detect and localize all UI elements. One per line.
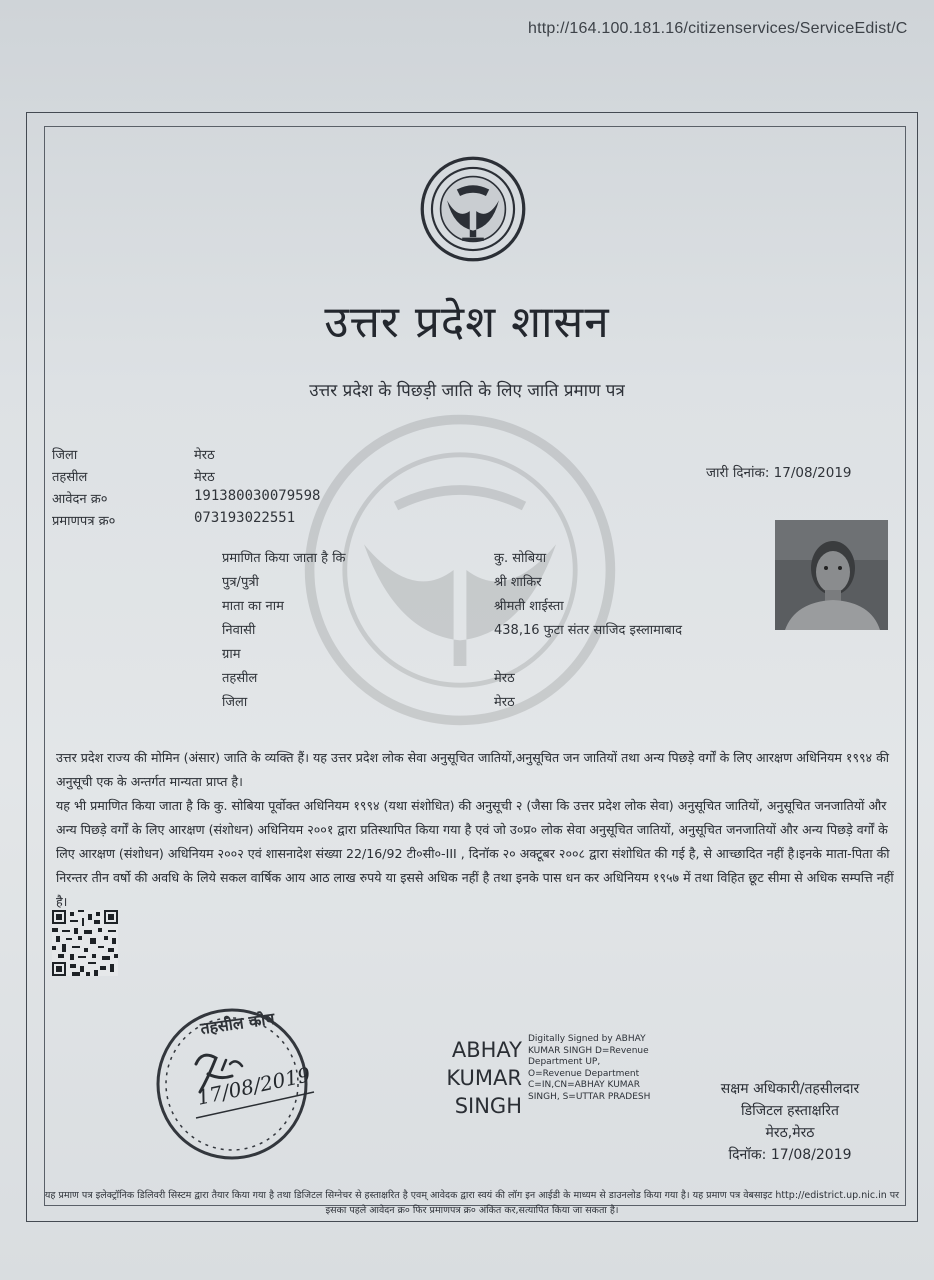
detail-value: श्रीमती शाईस्ता: [494, 599, 564, 614]
signature-detail-line: KUMAR SINGH D=Revenue: [528, 1045, 649, 1056]
footer-note: यह प्रमाण पत्र इलेक्ट्रॉनिक डिलिवरी सिस्टम द्वारा तैयार किया गया है तथा डिजिटल सिग्नेचर से हस्ताक्षरित है एवम् आवेदक द्वारा स्वयं की लॉग इन आईडी के माध्यम से डाउनलोड किया गया है। यह प्रमाण पत्र वेबसाइट http://edistrict.up.nic.in पर इसका पहले आवेदन क्र० फिर प्रमाणपत्र क्र० अंकित कर,सत्यापित किया जा सकता है।: [44, 1190, 900, 1216]
signer-name-line: KUMAR: [446, 1066, 522, 1090]
signature-detail-line: C=IN,CN=ABHAY KUMAR: [528, 1080, 640, 1090]
handwritten-date: 17/08/2019: [194, 1062, 313, 1110]
watermark-emblem: [300, 410, 620, 730]
officer-block: [690, 1078, 890, 1166]
signature-detail-line: O=Revenue Department: [528, 1068, 640, 1079]
up-government-emblem-icon: [419, 155, 527, 263]
detail-value: मेरठ: [494, 671, 515, 686]
officer-place: मेरठ,मेरठ: [765, 1125, 815, 1141]
signature-detail-line: SINGH, S=UTTAR PRADESH: [528, 1091, 651, 1102]
caste-statement: उत्तर प्रदेश राज्य की मोमिन (अंसार) जाति के व्यक्ति हैं। यह उत्तर प्रदेश लोक सेवा अनुसूचित जातियों,अनुसूचित जन जातियों तथा अन्य पिछड़े वर्गों के लिए आरक्षण अधिनियम १९९४ की अनुसूची एक के अन्तर्गत मान्यता प्राप्त है।: [56, 750, 890, 789]
page-subtitle: उत्तर प्रदेश के पिछड़ी जाति के लिए जाति प्रमाण पत्र: [309, 381, 625, 401]
application-no-value: 191380030079598: [194, 488, 321, 504]
detail-value: कु. सोबिया: [494, 551, 547, 566]
tehsil-label: तहसील: [52, 470, 88, 485]
signer-name-line: SINGH: [454, 1094, 522, 1118]
district-value: मेरठ: [194, 448, 215, 463]
detail-label: माता का नाम: [222, 599, 284, 614]
officer-signed: डिजिटल हस्ताक्षरित: [741, 1103, 839, 1119]
certificate-no-value: 073193022551: [194, 510, 296, 526]
browser-url: http://164.100.181.16/citizenservices/ServiceEdist/C: [528, 20, 908, 37]
seal-text: तहसील कोष: [199, 1008, 276, 1039]
signature-detail-line: Department UP,: [528, 1057, 601, 1067]
officer-date: दिनॉक: 17/08/2019: [728, 1147, 852, 1163]
applicant-photo: [775, 520, 888, 630]
certificate-no-label: प्रमाणपत्र क्र०: [52, 514, 116, 529]
eligibility-statement: यह भी प्रमाणित किया जाता है कि कु. सोबिया पूर्वोक्त अधिनियम १९९४ (यथा संशोधित) की अनुसूची २ (जैसा कि उत्तर प्रदेश लोक सेवा) अनुसूचित जातियों, अनुसूचित जनजातियों और अन्य पिछड़े वर्गों के लिए आरक्षण (संशोधन) अधिनियम २००१ द्वारा प्रतिस्थापित किया गया है एवं जो उ०प्र० लोक सेवा अनुसूचित जातियों, अनुसूचित जनजातियों और अन्य पिछड़े वर्गों के लिए आरक्षण (संशोधन) अधिनियम २००२ एवं शासनादेश संख्या 22/16/92 टी०सी०-III , दिनॉक २० अक्टूबर २००८ द्वारा संशोधित की गई है, से आच्छादित नहीं है।इनके माता-पिता की निरन्तर तीन वर्षो की अवधि के लिये सकल वार्षिक आय आठ लाख रुपये या इससे अधिक नहीं है तथा इनके पास धन कर अधिनियम १९५७ में तथा विहित छूट सीमा से अधिक सम्पत्ति नहीं है।: [56, 798, 894, 909]
district-label: जिला: [52, 448, 78, 463]
detail-label: जिला: [222, 695, 248, 710]
detail-value: 438,16 फुटा संतर साजिद इस्लामाबाद: [494, 623, 682, 638]
page-title: उत्तर प्रदेश शासन: [324, 297, 610, 348]
signer-name: [440, 1036, 522, 1120]
detail-value: श्री शाकिर: [494, 575, 542, 590]
detail-label: पुत्र/पुत्री: [222, 575, 259, 590]
signature-details: [528, 1034, 678, 1103]
signature-detail-line: Digitally Signed by ABHAY: [528, 1034, 646, 1044]
signer-name-line: ABHAY: [451, 1038, 522, 1062]
issue-date: जारी दिनांक: 17/08/2019: [706, 465, 852, 481]
qr-code: [52, 910, 118, 976]
detail-label: निवासी: [222, 623, 256, 638]
tehsil-value: मेरठ: [194, 470, 215, 485]
application-no-label: आवेदन क्र०: [52, 492, 108, 507]
detail-value: मेरठ: [494, 695, 515, 710]
detail-label: तहसील: [222, 671, 258, 686]
officer-title: सक्षम अधिकारी/तहसीलदार: [720, 1081, 860, 1097]
detail-label: ग्राम: [222, 647, 241, 662]
detail-label: प्रमाणित किया जाता है कि: [222, 551, 346, 566]
